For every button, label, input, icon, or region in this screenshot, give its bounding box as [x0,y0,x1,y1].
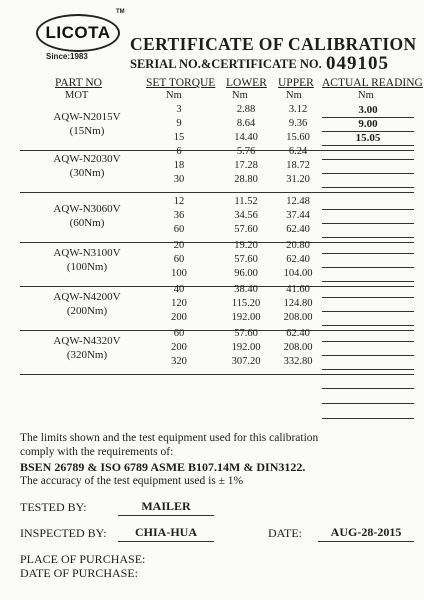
actual-reading-line [322,223,414,224]
unit-part: MOT [65,90,89,101]
unit-lower: Nm [232,90,248,101]
lower-limit-cell: 14.40 [234,132,258,143]
actual-reading-line [322,237,414,238]
upper-limit-cell: 62.40 [286,254,310,265]
actual-reading-line [322,325,414,326]
group-separator [20,330,414,331]
actual-reading-line [322,145,414,146]
header-upper: UPPER [278,77,314,89]
part-number: AQW-N2015V [53,111,121,123]
lower-limit-cell: 17.28 [234,160,258,171]
lower-limit-cell: 192.00 [231,312,261,323]
actual-reading-line [322,253,414,254]
lower-limit-cell: 192.00 [231,342,261,353]
upper-limit-cell: 3.12 [288,104,308,115]
standards-text: BSEN 26789 & ISO 6789 ASME B107.14M & DIN3122. [20,460,306,474]
date-line [318,541,414,542]
set-torque-cell: 36 [173,210,185,221]
set-torque-cell: 200 [171,312,187,323]
set-torque-cell: 9 [176,118,182,129]
group-separator [20,150,414,151]
actual-reading-line [322,187,414,188]
inspected-by-label: INSPECTED BY: [20,526,107,540]
set-torque-cell: 60 [173,254,185,265]
lower-limit-cell: 11.52 [234,196,258,207]
group-separator [20,242,414,243]
group-separator [20,192,414,193]
unit-upper: Nm [286,90,302,101]
blank-line [322,418,414,419]
actual-reading-line [322,281,414,282]
actual-reading-line [322,341,414,342]
lower-limit-cell: 34.56 [234,210,258,221]
date-of-purchase-label: DATE OF PURCHASE: [20,566,139,580]
upper-limit-cell: 208.00 [283,312,313,323]
actual-reading-line [322,209,414,210]
upper-limit-cell: 62.40 [286,328,310,339]
licota-logo [36,6,125,68]
upper-limit-cell: 20.80 [286,240,310,251]
set-torque-cell: 200 [171,342,187,353]
lower-limit-cell: 19.20 [234,240,258,251]
part-number: AQW-N3100V [53,247,121,259]
logo-brand: LICOTA [45,23,111,42]
upper-limit-cell: 12.48 [286,196,310,207]
upper-limit-cell: 332.80 [283,356,313,367]
blank-line [322,388,414,389]
upper-limit-cell: 15.60 [286,132,310,143]
lower-limit-cell: 28.80 [234,174,258,185]
inspected-by-line [118,541,214,542]
upper-limit-cell: 9.36 [288,118,308,129]
part-range: (100Nm) [66,261,108,273]
lower-limit-cell: 115.20 [231,298,261,309]
group-separator [20,286,414,287]
header-actual-reading: ACTUAL READING [322,77,423,89]
header-set-torque: SET TORQUE [146,77,216,89]
set-torque-cell: 60 [173,224,185,235]
set-torque-cell: 6 [176,146,182,157]
set-torque-cell: 18 [173,160,185,171]
logo-since: Since:1983 [46,52,88,61]
part-range: (30Nm) [69,167,105,179]
lower-limit-cell: 57.60 [234,224,258,235]
set-torque-cell: 30 [173,174,185,185]
actual-reading-cell: 9.00 [358,118,378,130]
part-number: AQW-N4200V [53,291,121,303]
header-lower: LOWER [226,77,267,89]
blank-line [322,403,414,404]
limits-text-1: The limits shown and the test equipment used for this calibration [20,432,319,444]
tested-by-value: MAILER [141,499,191,513]
actual-reading-line [322,311,414,312]
lower-limit-cell: 8.64 [236,118,256,129]
lower-limit-cell: 5.76 [236,146,256,157]
upper-limit-cell: 18.72 [286,160,310,171]
serial-label: SERIAL NO.&CERTIFICATE NO. [130,57,322,71]
tested-by-line [118,515,214,516]
lower-limit-cell: 57.60 [234,328,258,339]
part-range: (320Nm) [66,349,108,361]
upper-limit-cell: 31.20 [286,174,310,185]
inspected-by-value: CHIA-HUA [135,525,197,539]
certificate-title: CERTIFICATE OF CALIBRATION [130,34,417,54]
lower-limit-cell: 38.40 [234,284,258,295]
actual-reading-line [322,267,414,268]
unit-actual: Nm [358,90,374,101]
part-range: (200Nm) [66,305,108,317]
logo-oval [36,14,120,52]
actual-reading-line [322,159,414,160]
set-torque-cell: 20 [173,240,185,251]
set-torque-cell: 3 [176,104,182,115]
actual-reading-cell: 15.05 [355,132,381,144]
set-torque-cell: 15 [173,132,185,143]
header-part-no: PART NO [55,77,102,89]
lower-limit-cell: 307.20 [231,356,261,367]
upper-limit-cell: 41.60 [286,284,310,295]
upper-limit-cell: 124.80 [283,298,313,309]
upper-limit-cell: 6.24 [288,146,308,157]
date-value: AUG-28-2015 [330,525,402,539]
set-torque-cell: 60 [173,328,185,339]
accuracy-text: The accuracy of the test equipment used is ± 1% [20,475,244,487]
set-torque-cell: 320 [171,356,187,367]
actual-reading-line [322,355,414,356]
upper-limit-cell: 208.00 [283,342,313,353]
unit-set: Nm [166,90,182,101]
lower-limit-cell: 96.00 [234,268,258,279]
tested-by-label: TESTED BY: [20,500,87,514]
set-torque-cell: 100 [171,268,187,279]
set-torque-cell: 40 [173,284,185,295]
logo-trademark: TM [116,9,125,15]
actual-reading-cell: 3.00 [358,104,378,116]
actual-reading-line [322,297,414,298]
part-number: AQW-N4320V [53,335,121,347]
actual-reading-line [322,369,414,370]
date-label: DATE: [268,526,302,540]
group-separator [20,374,414,375]
part-range: (15Nm) [69,125,105,137]
lower-limit-cell: 57.60 [234,254,258,265]
serial-number: 049105 [326,53,389,74]
place-of-purchase-label: PLACE OF PURCHASE: [20,552,146,566]
part-number: AQW-N2030V [53,153,121,165]
upper-limit-cell: 62.40 [286,224,310,235]
upper-limit-cell: 104.00 [283,268,313,279]
lower-limit-cell: 2.88 [236,104,256,115]
upper-limit-cell: 37.44 [286,210,310,221]
set-torque-cell: 12 [173,196,185,207]
part-number: AQW-N3060V [53,203,121,215]
part-range: (60Nm) [69,217,105,229]
actual-reading-line [322,173,414,174]
set-torque-cell: 120 [171,298,187,309]
limits-text-2: comply with the requirements of: [20,446,174,458]
